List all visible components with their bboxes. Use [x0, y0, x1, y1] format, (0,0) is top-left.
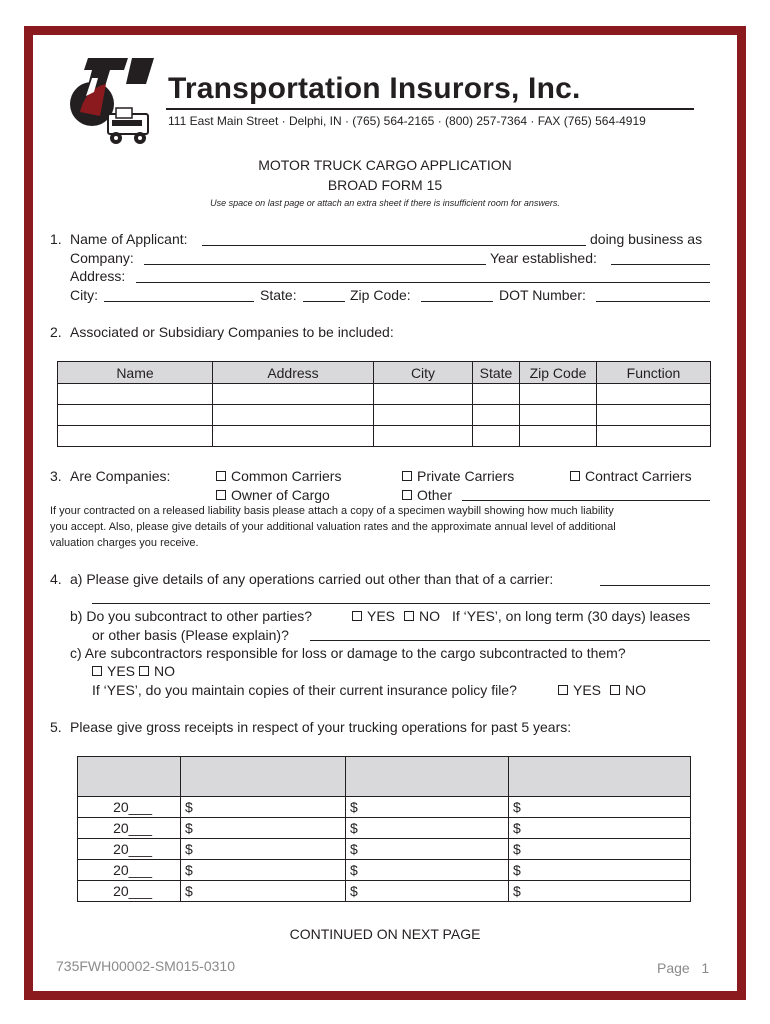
- other-option[interactable]: Other: [402, 487, 452, 503]
- q4c2-yes-option[interactable]: YES: [558, 682, 601, 698]
- q4a-field[interactable]: [600, 584, 710, 586]
- q3-note-line1: If your contracted on a released liability basis please attach a copy of a specimen waybill showing how much liability: [50, 505, 614, 517]
- q4b-yes-option[interactable]: YES: [352, 608, 395, 624]
- q4c-no-option[interactable]: NO: [139, 663, 175, 679]
- page-number: Page 1: [657, 960, 710, 976]
- header-rule: [166, 108, 694, 110]
- contract-carriers-option[interactable]: Contract Carriers: [570, 468, 692, 484]
- checkbox-icon[interactable]: [92, 666, 102, 676]
- form-title: MOTOR TRUCK CARGO APPLICATION: [258, 157, 512, 173]
- subsidiary-table: [57, 361, 711, 447]
- table-row[interactable]: 20___ $ $ $: [78, 881, 691, 902]
- q4b-explain-field[interactable]: [310, 639, 710, 641]
- receipts-table: [77, 756, 691, 902]
- q4b-text: b) Do you subcontract to other parties?: [70, 608, 313, 624]
- checkbox-icon[interactable]: [558, 685, 568, 695]
- year-established-field[interactable]: [611, 263, 710, 265]
- q5-number: 5.: [50, 719, 62, 735]
- checkbox-icon[interactable]: [402, 471, 412, 481]
- q4c-text-2: If ‘YES’, do you maintain copies of their current insurance policy file?: [92, 682, 517, 698]
- q4c2-no-option[interactable]: NO: [610, 682, 646, 698]
- checkbox-icon[interactable]: [610, 685, 620, 695]
- table-row[interactable]: [58, 426, 711, 447]
- table-row[interactable]: 20___ $ $ $: [78, 860, 691, 881]
- q4c-text: c) Are subcontractors responsible for loss or damage to the cargo subcontracted to them?: [70, 645, 626, 661]
- checkbox-icon[interactable]: [404, 611, 414, 621]
- dot-field[interactable]: [596, 300, 710, 302]
- dot-label: DOT Number:: [499, 287, 586, 303]
- table-row[interactable]: 20___ $ $ $: [78, 797, 691, 818]
- dba-label: doing business as: [590, 231, 703, 247]
- q4b-text-2: If ‘YES’, on long term (30 days) leases: [452, 608, 691, 624]
- company-name: Transportation Insurors, Inc.: [168, 72, 581, 105]
- company-label: Company:: [70, 250, 134, 266]
- q4a-field-line2[interactable]: [92, 602, 710, 604]
- state-field[interactable]: [303, 300, 345, 302]
- table-header-row: [78, 757, 691, 797]
- private-carriers-option[interactable]: Private Carriers: [402, 468, 514, 484]
- form-code: 735FWH00002-SM015-0310: [56, 958, 235, 974]
- table-row[interactable]: [58, 405, 711, 426]
- q4c-yes-option[interactable]: YES: [92, 663, 135, 679]
- q1-number: 1.: [50, 231, 62, 247]
- q3-note-line3: valuation charges you receive.: [50, 537, 199, 549]
- col-city: City: [374, 362, 473, 384]
- owner-of-cargo-option[interactable]: Owner of Cargo: [216, 487, 330, 503]
- checkbox-icon[interactable]: [216, 490, 226, 500]
- col-name: Name: [58, 362, 213, 384]
- city-label: City:: [70, 287, 98, 303]
- col-state: State: [473, 362, 520, 384]
- checkbox-icon[interactable]: [402, 490, 412, 500]
- common-carriers-option[interactable]: Common Carriers: [216, 468, 341, 484]
- city-field[interactable]: [104, 300, 254, 302]
- address-field[interactable]: [136, 281, 710, 283]
- q4-number: 4.: [50, 571, 62, 587]
- col-zip: Zip Code: [520, 362, 597, 384]
- form-note: Use space on last page or attach an extra sheet if there is insufficient room for answers.: [210, 198, 560, 208]
- state-label: State:: [260, 287, 297, 303]
- company-address: 111 East Main Street · Delphi, IN · (765) 564-2165 · (800) 257-7364 · FAX (765) 564-4919: [168, 114, 646, 128]
- applicant-name-field[interactable]: [202, 244, 586, 246]
- q3-text: Are Companies:: [70, 468, 171, 484]
- q2-text: Associated or Subsidiary Companies to be included:: [70, 324, 394, 340]
- q4a-text: a) Please give details of any operations carried out other than that of a carrier:: [70, 571, 554, 587]
- col-function: Function: [597, 362, 711, 384]
- zip-field[interactable]: [421, 300, 493, 302]
- year-established-label: Year established:: [490, 250, 597, 266]
- applicant-name-label: Name of Applicant:: [70, 231, 188, 247]
- q4b-no-option[interactable]: NO: [404, 608, 440, 624]
- checkbox-icon[interactable]: [352, 611, 362, 621]
- col-address: Address: [213, 362, 374, 384]
- table-header-row: [58, 362, 711, 384]
- q3-note-line2: you accept. Also, please give details of your additional valuation rates and the approximate annual level of additional: [50, 521, 616, 533]
- zip-label: Zip Code:: [350, 287, 411, 303]
- table-row[interactable]: 20___ $ $ $: [78, 839, 691, 860]
- continued-note: CONTINUED ON NEXT PAGE: [289, 926, 481, 942]
- checkbox-icon[interactable]: [216, 471, 226, 481]
- q5-text: Please give gross receipts in respect of your trucking operations for past 5 years:: [70, 719, 572, 735]
- company-field[interactable]: [144, 263, 486, 265]
- table-row[interactable]: [58, 384, 711, 405]
- checkbox-icon[interactable]: [139, 666, 149, 676]
- checkbox-icon[interactable]: [570, 471, 580, 481]
- q3-number: 3.: [50, 468, 62, 484]
- form-subtitle: BROAD FORM 15: [327, 177, 443, 193]
- table-row[interactable]: 20___ $ $ $: [78, 818, 691, 839]
- ti-truck-logo-icon: [66, 56, 158, 148]
- address-label: Address:: [70, 268, 126, 284]
- other-field[interactable]: [462, 499, 710, 501]
- q2-number: 2.: [50, 324, 62, 340]
- q4b-text-3: or other basis (Please explain)?: [92, 627, 289, 643]
